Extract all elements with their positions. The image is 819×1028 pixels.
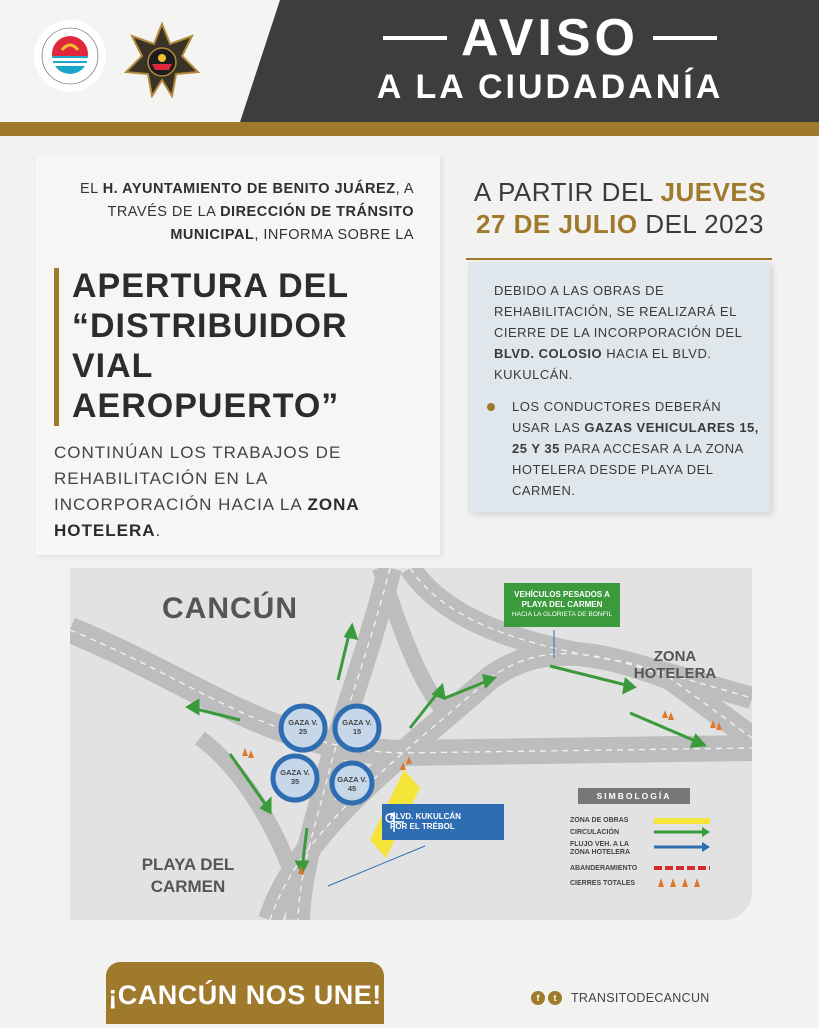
map-label-playa-del-carmen: PLAYA DEL CARMEN: [141, 855, 235, 896]
continuation-text: [54, 440, 424, 544]
legend: [570, 786, 730, 896]
heavy-vehicles-sign: [504, 583, 620, 627]
transito-badge-logo: [124, 22, 200, 98]
legend-title: SIMBOLOGÍA: [578, 788, 690, 804]
colosio-bold: BLVD. COLOSIO: [494, 346, 603, 361]
ayuntamiento-name: H. AYUNTAMIENTO DE BENITO JUÁREZ: [102, 181, 396, 197]
decor-line-right: [653, 36, 717, 40]
facebook-icon[interactable]: f: [531, 991, 545, 1005]
date-prefix: A PARTIR DEL: [473, 177, 661, 207]
date-year: DEL 2023: [637, 209, 764, 239]
bullet-dot: [487, 403, 495, 411]
headline: [72, 266, 432, 426]
gaza-label: GAZA V. 45: [337, 775, 367, 793]
continuation-part: CONTINÚAN LOS TRABAJOS DE REHABILITACIÓN EN LA INCORPORACIÓN HACIA LA: [54, 443, 342, 514]
decor-line-left: [383, 36, 447, 40]
bullet-part: PARA ACCESAR A LA ZONA HOTELERA DESDE PLAYA DEL CARMEN.: [512, 441, 744, 498]
intro-part: , INFORMA SOBRE LA: [254, 227, 414, 243]
kukulcan-sign: [382, 804, 504, 840]
ciudadania-subtitle: A LA CIUDADANÍA: [376, 68, 724, 106]
legend-item: FLUJO VEH. A LA ZONA HOTELERA: [570, 841, 631, 856]
legend-symbols: [570, 786, 730, 896]
social-handle-text: TRANSITODECANCUN: [571, 991, 710, 1005]
date-divider: [466, 258, 772, 260]
heavy-vehicles-subtitle: HACIA LA GLORIETA DE BONFIL: [511, 611, 613, 618]
bullet-part: LOS CONDUCTORES DEBERÁN USAR LAS: [512, 399, 722, 435]
effective-date: [460, 176, 780, 240]
slogan-banner: ¡CANCÚN NOS UNE!: [106, 962, 384, 1024]
intro-text: [54, 178, 414, 247]
info-paragraph: [494, 280, 758, 385]
legend-item: ABANDERAMIENTO: [570, 865, 638, 872]
legend-item: CIERRES TOTALES: [570, 880, 636, 887]
kukulcan-text: BLVD. KUKULCÁN POR EL TRÉBOL: [390, 812, 461, 831]
info-bullet: [512, 396, 760, 501]
headline-line: “DISTRIBUIDOR: [72, 307, 348, 345]
direccion-name: DIRECCIÓN DE TRÁNSITO MUNICIPAL: [170, 204, 414, 243]
municipio-logo: [34, 20, 106, 92]
road-map: [70, 568, 752, 920]
title-accent-bar: [54, 268, 59, 426]
headline-line: VIAL: [72, 347, 154, 385]
date-value: 27 DE JULIO: [476, 209, 638, 239]
continuation-end: .: [155, 521, 162, 540]
twitter-icon[interactable]: t: [548, 991, 562, 1005]
aviso-title: AVISO: [461, 9, 639, 67]
gaza-label: GAZA V. 25: [288, 718, 318, 736]
intro-part: , A TRAVÉS DE LA: [107, 181, 414, 220]
info-part: HACIA EL BLVD. KUKULCÁN.: [494, 346, 712, 382]
gaza-label: GAZA V. 15: [342, 718, 372, 736]
headline-line: APERTURA DEL: [72, 267, 350, 305]
heavy-vehicles-title: VEHÍCULOS PESADOS A PLAYA DEL CARMEN: [514, 590, 610, 609]
social-handle[interactable]: [531, 991, 710, 1005]
header: [0, 0, 819, 122]
info-part: DEBIDO A LAS OBRAS DE REHABILITACIÓN, SE REALIZARÁ EL CIERRE DE LA INCORPORACIÓN DEL: [494, 283, 742, 340]
legend-item: ZONA DE OBRAS: [570, 817, 629, 824]
zona-hotelera-bold: ZONA HOTELERA: [54, 495, 360, 540]
date-day: JUEVES: [660, 177, 767, 207]
intro-part: EL: [79, 181, 103, 197]
header-divider: [0, 122, 819, 136]
legend-item: CIRCULACIÓN: [570, 829, 619, 836]
map-label-cancun: CANCÚN: [162, 592, 298, 625]
aviso-row: [350, 10, 750, 66]
gazas-bold: GAZAS VEHICULARES 15, 25 Y 35: [512, 420, 759, 456]
map-label-zona-hotelera: ZONA HOTELERA: [633, 648, 717, 682]
cloverleaf-icon: [382, 810, 406, 834]
gaza-label: GAZA V. 35: [280, 768, 310, 786]
headline-line: AEROPUERTO”: [72, 387, 340, 425]
